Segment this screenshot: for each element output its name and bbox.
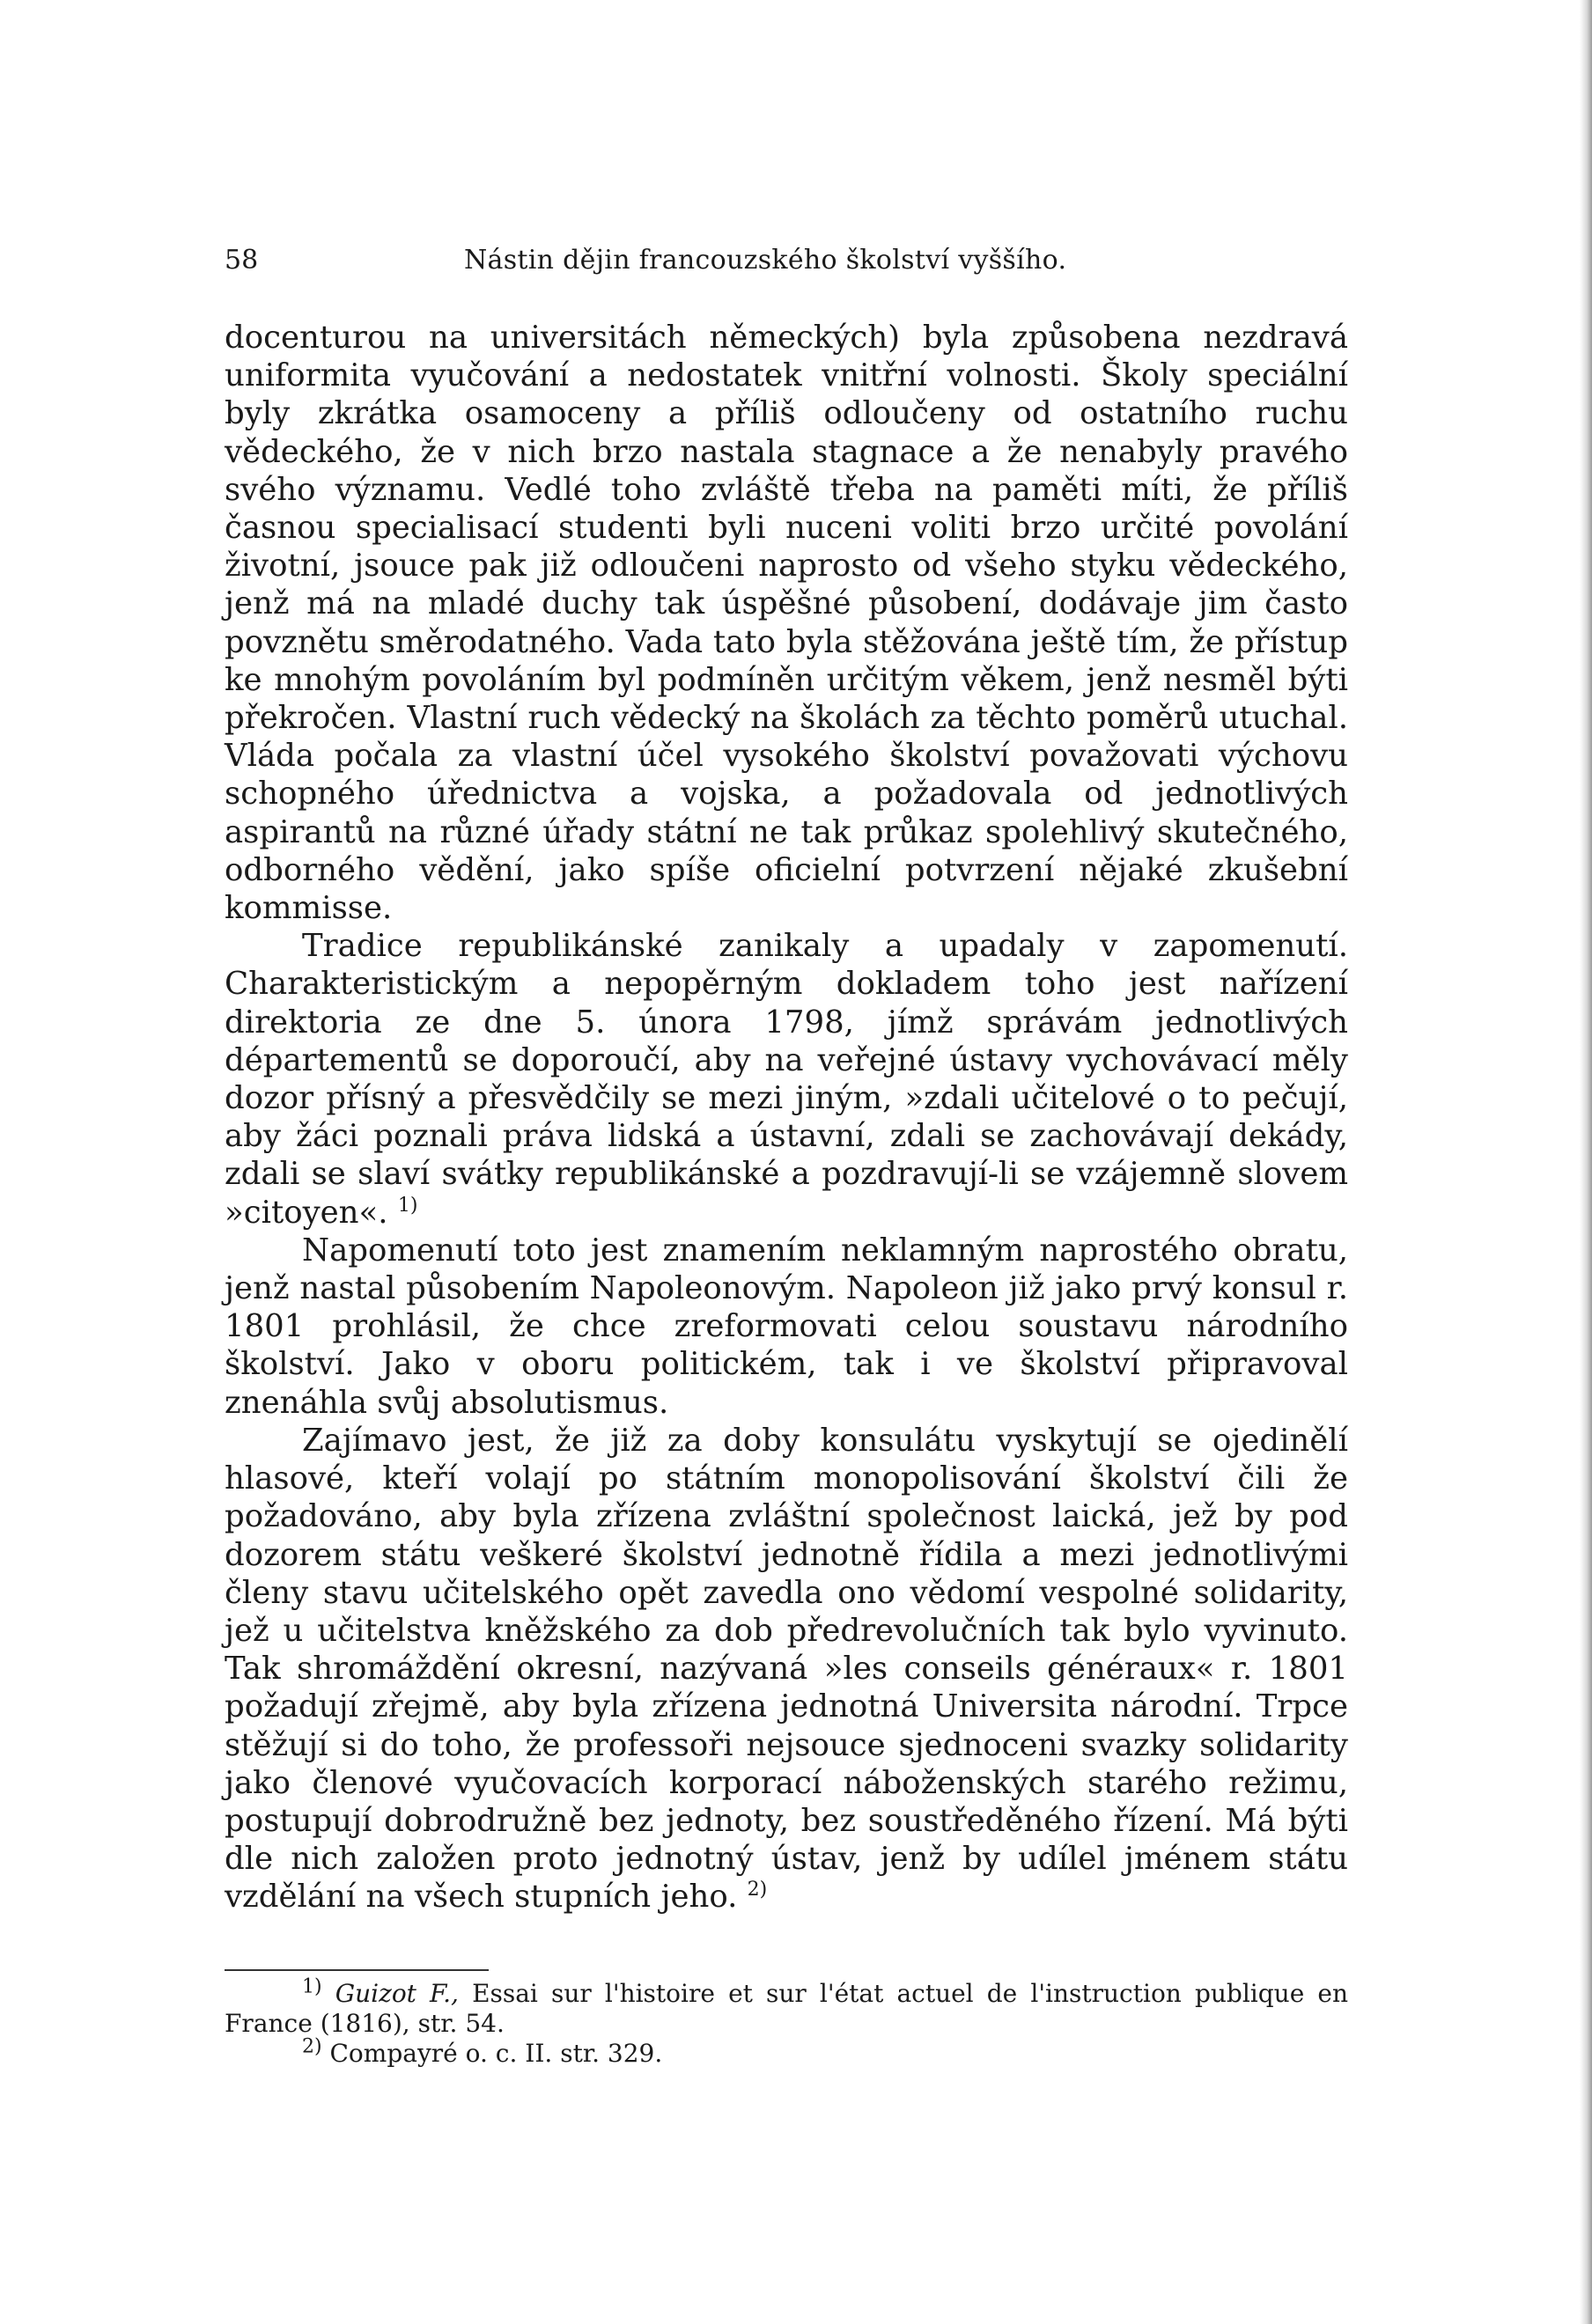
paragraph xyxy=(225,319,1348,927)
paragraph-text: Tradice republikánské zanikaly a upadaly v zapomenutí. Charakteristickým a nepopěrným dokladem toho jest nařízení direktoria ze dne 5. února 1798, jímž správám jednotlivých départementů se doporoučí, aby na veřejné ústavy vychovávací měly dozor přísný a přesvědčily se mezi jiným, »zdali učitelové o to pečují, aby žáci poznali práva lidská a ústavní, zdali se zachovávají dekády, zdali se slaví svátky republikánské a pozdravují-li se vzájemně slovem »citoyen«. xyxy=(225,928,1348,1231)
footnote xyxy=(225,1975,1348,2039)
footnote-reference[interactable]: 1) xyxy=(397,1194,418,1217)
page-header xyxy=(225,245,1348,280)
footnote-reference[interactable]: 2) xyxy=(747,1879,768,1901)
page-number: 58 xyxy=(225,245,259,276)
paragraph-text: docenturou na universitách německých) byla způsobena nezdravá uniformita vyučování a nedostatek vnitřní volnosti. Školy speciální byly zkrátka osamoceny a příliš odloučeny od ostatního ruchu vědeckého, že v nich brzo nastala stagnace a že nenabyly pravého svého významu. Vedlé toho zvláště třeba na paměti míti, že příliš časnou specialisací studenti byli nuceni voliti brzo určité povolání životní, jsouce pak již odloučeni naprosto od všeho styku vědeckého, jenž má na mladé duchy tak úspěšné působení, dodávaje jim často povznětu směrodatného. Vada tato byla stěžována ještě tím, že přístup ke mnohým povoláním byl podmíněn určitým věkem, jenž nesměl býti překročen. Vlastní ruch vědecký na školách za těchto poměrů utuchal. Vláda počala za vlastní účel vysokého školství považovati výchovu schopného úřednictva a vojska, a požadovala od jednotlivých aspirantů na různé úřady státní ne tak průkaz spolehlivý skutečného, odborného vědění, jako spíše oficielní potvrzení nějaké zkušební kommisse. xyxy=(225,320,1348,927)
running-title: Nástin dějin francouzského školství vyššího. xyxy=(464,245,1067,276)
footnote-mark: 1) xyxy=(302,1975,322,1998)
page-edge-shadow xyxy=(1580,0,1592,2324)
footnotes xyxy=(225,1975,1348,2069)
paragraph-text: Napomenutí toto jest znamením neklamným naprostého obratu, jenž nastal působením Napoleonovým. Napoleon již jako prvý konsul r. 1801 prohlásil, že chce zreformovati celou soustavu národního školství. Jako v oboru politickém, tak i ve školství připravoval znenáhla svůj absolutismus. xyxy=(225,1232,1348,1421)
footnote-text: Compayré o. c. II. str. 329. xyxy=(329,2039,663,2068)
footnote-divider xyxy=(225,1969,489,1971)
paragraph xyxy=(225,927,1348,1232)
footnote-mark: 2) xyxy=(302,2035,322,2058)
footnote xyxy=(225,2035,1348,2069)
footnote-author: Guizot F., xyxy=(335,1979,459,2008)
paragraph-text: Zajímavo jest, že již za doby konsulátu vyskytují se ojedinělí hlasové, kteří volají po státním monopolisování školství čili že požadováno, aby byla zřízena zvláštní společnost laická, jež by pod dozorem státu veškeré školství jednotně řídila a mezi jednotlivými členy stavu učitelského opět zavedla ono vědomí vespolné solidarity, jež u učitelstva kněžského za dob předrevolučních tak bylo vyvinuto. Tak shromáždění okresní, nazývaná »les conseils généraux« r. 1801 požadují zřejmě, aby byla zřízena jednotná Universita národní. Trpce stěžují si do toho, že professoři nejsouce sjednoceni svazky solidarity jako členové vyučovacích korporací náboženských starého režimu, postupují dobrodružně bez jednoty, bez soustředěného řízení. Má býti dle nich založen proto jednotný ústav, jenž by udílel jménem státu vzdělání na všech stupních jeho. xyxy=(225,1422,1348,1916)
paragraph xyxy=(225,1422,1348,1916)
paragraph xyxy=(225,1232,1348,1422)
body-text xyxy=(225,319,1348,1916)
footnote-text: Essai sur l'histoire et sur l'état actuel de l'instruction publique en France (1816), str. 54. xyxy=(225,1979,1348,2038)
